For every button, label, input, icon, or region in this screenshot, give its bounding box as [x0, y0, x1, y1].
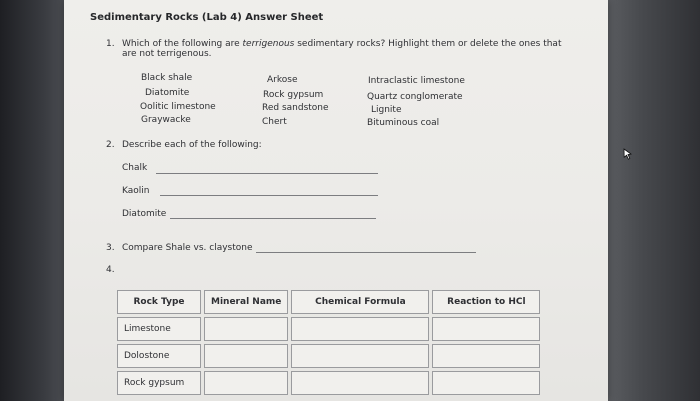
q1-text: Which of the following are terrigenous sedimentary rocks? Highlight them or delete the ones that — [122, 39, 562, 49]
answer-line-kaolin[interactable] — [160, 195, 378, 196]
reaction-hcl-cell[interactable] — [432, 371, 540, 395]
rock-option[interactable]: Lignite — [371, 105, 402, 115]
mineral-name-cell[interactable] — [204, 344, 288, 368]
header-chemical-formula: Chemical Formula — [291, 290, 429, 314]
mineral-name-cell[interactable] — [204, 371, 288, 395]
mouse-cursor-icon — [623, 148, 633, 160]
row-rock-type: Dolostone — [117, 344, 201, 368]
header-rock-type: Rock Type — [117, 290, 201, 314]
chemical-formula-cell[interactable] — [291, 317, 429, 341]
answer-line-diatomite[interactable] — [170, 218, 376, 219]
rock-option[interactable]: Graywacke — [141, 115, 191, 125]
rock-option[interactable]: Intraclastic limestone — [368, 76, 465, 86]
table-header-row — [117, 290, 540, 314]
rock-option[interactable]: Rock gypsum — [263, 90, 324, 100]
answer-sheet — [64, 0, 608, 401]
page-title: Sedimentary Rocks (Lab 4) Answer Sheet — [90, 12, 324, 23]
table-row — [117, 371, 540, 395]
header-mineral-name: Mineral Name — [204, 290, 288, 314]
rock-option[interactable]: Diatomite — [145, 88, 190, 98]
describe-label-diatomite: Diatomite — [122, 209, 167, 219]
rock-option[interactable]: Bituminous coal — [367, 118, 440, 128]
q2-text: Describe each of the following: — [122, 140, 262, 150]
header-reaction-hcl: Reaction to HCl — [432, 290, 540, 314]
describe-label-kaolin: Kaolin — [122, 186, 150, 196]
row-rock-type: Limestone — [117, 317, 201, 341]
row-rock-type: Rock gypsum — [117, 371, 201, 395]
q1-number: 1. — [106, 39, 115, 49]
reaction-hcl-cell[interactable] — [432, 344, 540, 368]
q4-number: 4. — [106, 265, 115, 275]
background-right — [604, 0, 700, 401]
table-row — [117, 344, 540, 368]
rock-option[interactable]: Black shale — [141, 73, 193, 83]
answer-line-compare[interactable] — [256, 252, 476, 253]
rock-option[interactable]: Oolitic limestone — [140, 102, 216, 112]
describe-label-chalk: Chalk — [122, 163, 148, 173]
q3-number: 3. — [106, 243, 115, 253]
reaction-hcl-cell[interactable] — [432, 317, 540, 341]
q1-text-line2: are not terrigenous. — [122, 49, 212, 59]
rock-option[interactable]: Quartz conglomerate — [367, 92, 463, 102]
q3-text: Compare Shale vs. claystone — [122, 243, 253, 253]
rock-option[interactable]: Red sandstone — [262, 103, 329, 113]
answer-line-chalk[interactable] — [156, 173, 378, 174]
rock-option[interactable]: Chert — [262, 117, 287, 127]
chemical-formula-cell[interactable] — [291, 371, 429, 395]
chemical-formula-cell[interactable] — [291, 344, 429, 368]
table-row — [117, 317, 540, 341]
mineral-name-cell[interactable] — [204, 317, 288, 341]
rock-table — [114, 287, 543, 398]
q2-number: 2. — [106, 140, 115, 150]
background-left — [0, 0, 64, 401]
rock-option[interactable]: Arkose — [267, 75, 298, 85]
